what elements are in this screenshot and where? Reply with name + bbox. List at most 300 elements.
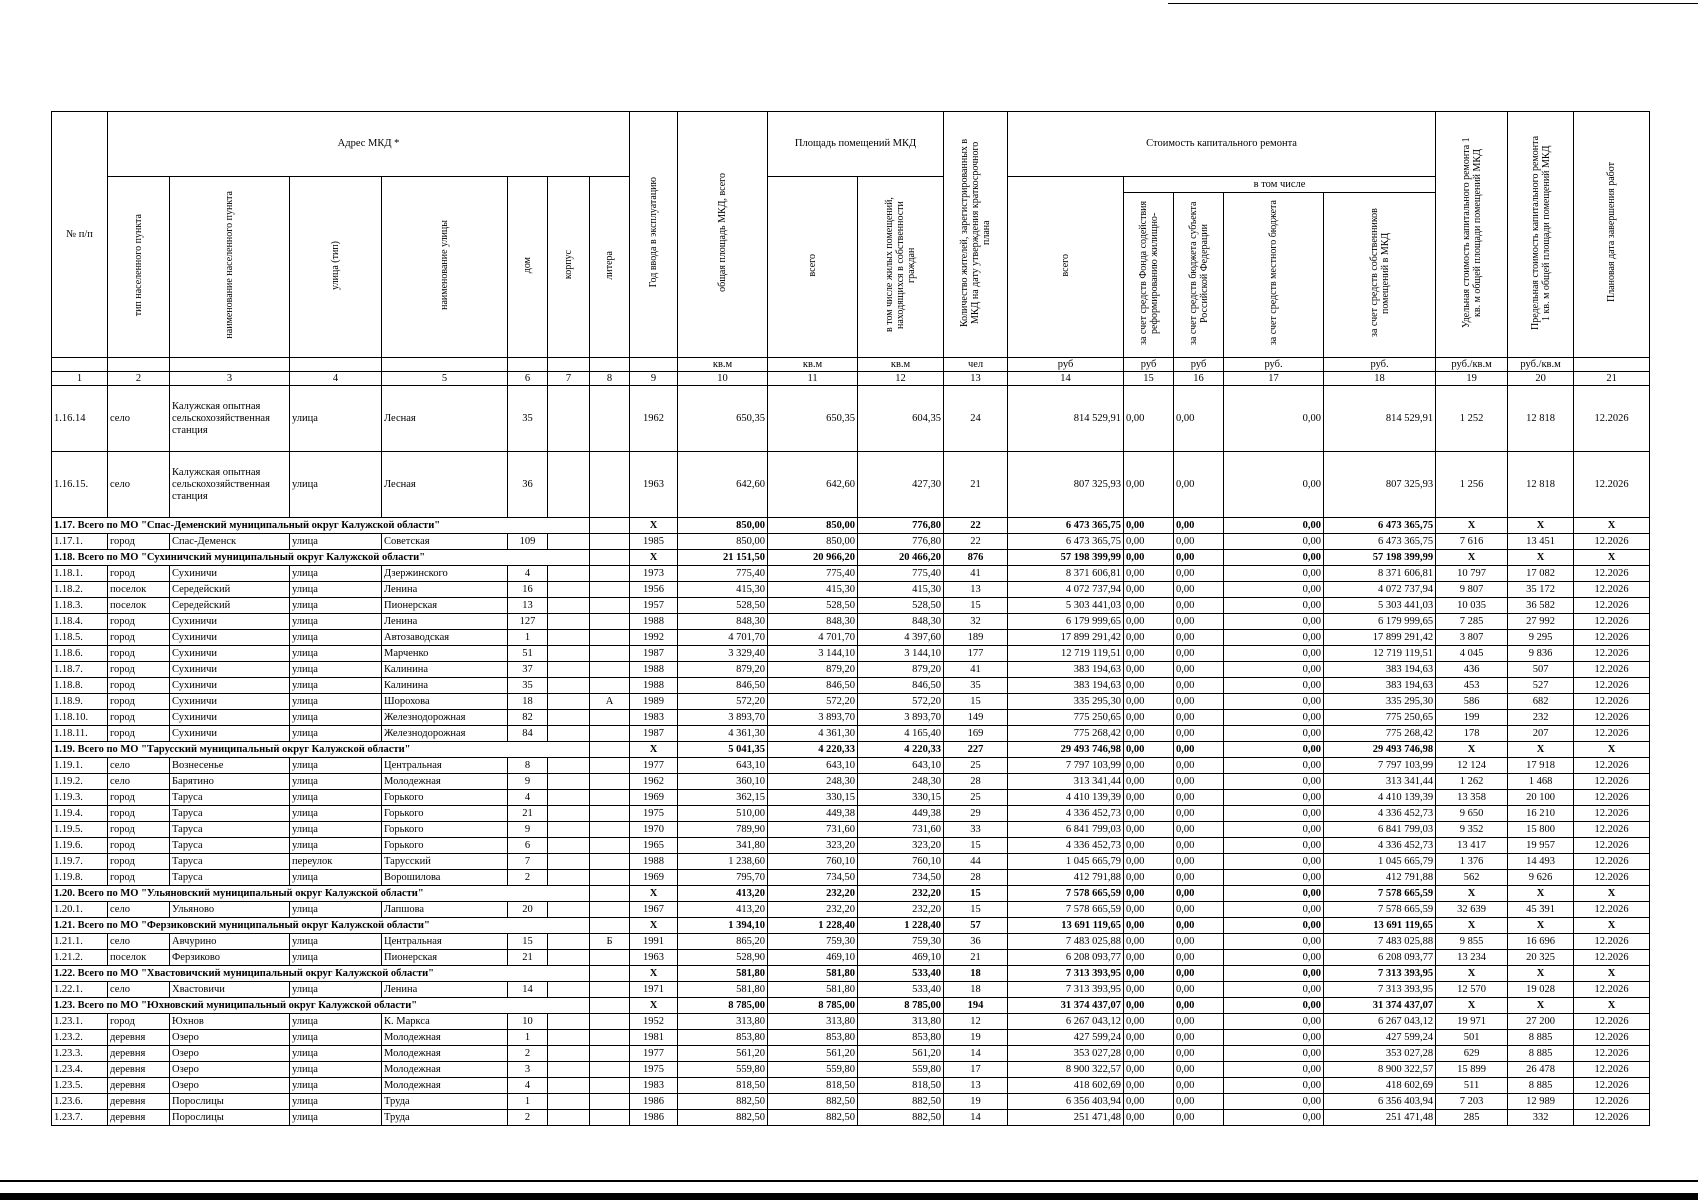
table-cell: 14 493 (1508, 854, 1574, 870)
table-cell: 1987 (630, 726, 678, 742)
table-cell: 0,00 (1174, 1078, 1224, 1094)
table-cell: 6 267 043,12 (1008, 1014, 1124, 1030)
table-cell: Порослицы (170, 1094, 290, 1110)
table-cell: Молодежная (382, 1046, 508, 1062)
table-cell: 13 451 (1508, 534, 1574, 550)
table-cell: 8 (508, 758, 548, 774)
table-cell: 0,00 (1124, 598, 1174, 614)
table-cell: Барятино (170, 774, 290, 790)
table-cell: 4 336 452,73 (1324, 806, 1436, 822)
table-cell: Лесная (382, 386, 508, 452)
total-cell: 0,00 (1174, 886, 1224, 902)
col-area-all-header: всего (768, 177, 858, 358)
total-cell: X (630, 886, 678, 902)
table-cell: 650,35 (768, 386, 858, 452)
table-cell: 0,00 (1174, 678, 1224, 694)
table-cell: 0,00 (1224, 710, 1324, 726)
table-cell: улица (290, 790, 382, 806)
house-row (52, 646, 1650, 662)
unit-cell: руб (1124, 358, 1174, 372)
table-cell (548, 1046, 590, 1062)
total-cell: 581,80 (768, 966, 858, 982)
table-cell: 527 (1508, 678, 1574, 694)
table-cell: 0,00 (1124, 1014, 1174, 1030)
table-cell: Горького (382, 806, 508, 822)
table-cell: деревня (108, 1062, 170, 1078)
table-cell: город (108, 614, 170, 630)
table-cell: 4 336 452,73 (1324, 838, 1436, 854)
table-cell: 323,20 (768, 838, 858, 854)
table-cell: 12.2026 (1574, 1110, 1650, 1126)
house-row (52, 662, 1650, 678)
table-cell (548, 806, 590, 822)
table-cell (548, 1110, 590, 1126)
table-cell: 882,50 (678, 1094, 768, 1110)
table-cell: 9 352 (1436, 822, 1508, 838)
total-cell: X (1436, 998, 1508, 1014)
table-cell: 0,00 (1224, 822, 1324, 838)
house-row (52, 806, 1650, 822)
unit-cell (508, 358, 548, 372)
table-cell: 26 478 (1508, 1062, 1574, 1078)
table-cell: 1 376 (1436, 854, 1508, 870)
table-cell: село (108, 758, 170, 774)
table-cell: улица (290, 582, 382, 598)
total-cell: 581,80 (678, 966, 768, 982)
table-cell: 0,00 (1174, 934, 1224, 950)
total-label: 1.17. Всего по МО "Спас-Деменский муниципальный округ Калужской области" (52, 518, 590, 534)
total-cell: 232,20 (858, 886, 944, 902)
table-cell (548, 1078, 590, 1094)
col-end-date-header: Плановая дата завершения работ (1574, 112, 1650, 358)
col-building-header: корпус (548, 177, 590, 358)
table-cell (548, 534, 590, 550)
table-cell: 18 (944, 982, 1008, 998)
table-cell (548, 630, 590, 646)
table-cell: город (108, 646, 170, 662)
table-cell: 14 (944, 1110, 1008, 1126)
table-cell (590, 1094, 630, 1110)
column-number-cell: 19 (1436, 372, 1508, 386)
table-cell: 789,90 (678, 822, 768, 838)
table-cell: деревня (108, 1110, 170, 1126)
table-cell: 12 818 (1508, 452, 1574, 518)
table-cell: 0,00 (1124, 1030, 1174, 1046)
total-cell: 7 313 393,95 (1324, 966, 1436, 982)
table-cell: 0,00 (1224, 982, 1324, 998)
column-number-cell: 5 (382, 372, 508, 386)
table-cell: 0,00 (1124, 982, 1174, 998)
unit-cell: руб. (1324, 358, 1436, 372)
table-cell: 4 (508, 566, 548, 582)
table-header (52, 112, 1650, 386)
table-cell: 25 (944, 790, 1008, 806)
table-cell: 643,10 (858, 758, 944, 774)
table-cell: 13 234 (1436, 950, 1508, 966)
table-cell: Спас-Деменск (170, 534, 290, 550)
house-row (52, 678, 1650, 694)
table-cell: улица (290, 694, 382, 710)
table-cell: 0,00 (1224, 614, 1324, 630)
table-cell: Калужская опытная сельскохозяйственная станция (170, 452, 290, 518)
table-cell: 1.18.6. (52, 646, 108, 662)
total-cell: 8 785,00 (858, 998, 944, 1014)
table-cell: 5 303 441,03 (1008, 598, 1124, 614)
table-cell: 586 (1436, 694, 1508, 710)
table-cell: 4 397,60 (858, 630, 944, 646)
table-cell: 1.16.14 (52, 386, 108, 452)
table-cell: 776,80 (858, 534, 944, 550)
table-cell: 15 (944, 838, 1008, 854)
table-cell: 10 797 (1436, 566, 1508, 582)
unit-cell (630, 358, 678, 372)
table-cell: 12.2026 (1574, 854, 1650, 870)
table-cell: 1988 (630, 662, 678, 678)
table-cell: 0,00 (1174, 806, 1224, 822)
table-cell: Труда (382, 1110, 508, 1126)
total-cell: 13 691 119,65 (1008, 918, 1124, 934)
table-cell: 4 072 737,94 (1324, 582, 1436, 598)
table-cell: 9 (508, 774, 548, 790)
table-cell: 248,30 (858, 774, 944, 790)
column-number-cell: 10 (678, 372, 768, 386)
column-number-cell: 12 (858, 372, 944, 386)
table-cell: улица (290, 646, 382, 662)
table-cell: 0,00 (1224, 1030, 1324, 1046)
table-cell: 4 410 139,39 (1008, 790, 1124, 806)
table-cell: 362,15 (678, 790, 768, 806)
table-cell: 0,00 (1174, 1046, 1224, 1062)
column-number-cell: 21 (1574, 372, 1650, 386)
table-cell: город (108, 726, 170, 742)
total-cell (590, 742, 630, 758)
table-cell: улица (290, 822, 382, 838)
table-cell (590, 822, 630, 838)
table-cell: 775 250,65 (1324, 710, 1436, 726)
table-cell: 1.19.2. (52, 774, 108, 790)
table-cell: 12.2026 (1574, 982, 1650, 998)
table-cell (590, 1110, 630, 1126)
unit-cell (590, 358, 630, 372)
total-label: 1.18. Всего по МО "Сухиничский муниципальный округ Калужской области" (52, 550, 590, 566)
municipality-total-row (52, 886, 1650, 902)
total-cell: 57 198 399,99 (1008, 550, 1124, 566)
total-cell: X (1508, 918, 1574, 934)
table-cell: 814 529,91 (1324, 386, 1436, 452)
total-cell: 29 493 746,98 (1324, 742, 1436, 758)
table-cell: 0,00 (1124, 386, 1174, 452)
house-row (52, 694, 1650, 710)
table-cell: 1 262 (1436, 774, 1508, 790)
table-cell: 1971 (630, 982, 678, 998)
table-cell: 0,00 (1124, 678, 1174, 694)
table-cell: 17 082 (1508, 566, 1574, 582)
table-cell: 427,30 (858, 452, 944, 518)
table-cell (590, 630, 630, 646)
table-cell: 734,50 (768, 870, 858, 886)
table-cell: 12 (944, 1014, 1008, 1030)
total-cell: X (1436, 518, 1508, 534)
table-cell: 846,50 (858, 678, 944, 694)
table-cell: 12.2026 (1574, 950, 1650, 966)
total-cell: X (1508, 550, 1574, 566)
table-cell: 0,00 (1174, 582, 1224, 598)
table-cell: 6 356 403,94 (1008, 1094, 1124, 1110)
table-cell: 0,00 (1224, 726, 1324, 742)
table-cell: 0,00 (1124, 774, 1174, 790)
table-cell: переулок (290, 854, 382, 870)
table-cell: 4 (508, 1078, 548, 1094)
table-cell: 17 918 (1508, 758, 1574, 774)
table-cell: улица (290, 806, 382, 822)
table-cell: 1.21.1. (52, 934, 108, 950)
total-cell: 4 220,33 (768, 742, 858, 758)
table-cell: 1970 (630, 822, 678, 838)
column-number-cell: 3 (170, 372, 290, 386)
table-cell: 415,30 (678, 582, 768, 598)
table-cell: 4 701,70 (768, 630, 858, 646)
table-cell (548, 790, 590, 806)
table-cell: К. Маркса (382, 1014, 508, 1030)
table-cell: Шорохова (382, 694, 508, 710)
table-cell: улица (290, 452, 382, 518)
column-number-cell: 18 (1324, 372, 1436, 386)
table-cell: 313,80 (858, 1014, 944, 1030)
table-cell (590, 838, 630, 854)
table-cell: Ферзиково (170, 950, 290, 966)
table-cell: Хвастовичи (170, 982, 290, 998)
table-cell: Железнодорожная (382, 726, 508, 742)
table-cell: 1.23.7. (52, 1110, 108, 1126)
table-cell: 0,00 (1124, 806, 1174, 822)
table-cell: Советская (382, 534, 508, 550)
table-cell: 0,00 (1124, 838, 1174, 854)
house-row (52, 1030, 1650, 1046)
table-cell: город (108, 630, 170, 646)
table-cell: 24 (944, 386, 1008, 452)
table-cell: 12.2026 (1574, 710, 1650, 726)
table-cell: 12.2026 (1574, 566, 1650, 582)
house-row (52, 1062, 1650, 1078)
table-cell: 561,20 (768, 1046, 858, 1062)
table-cell: 12.2026 (1574, 774, 1650, 790)
unit-cell: кв.м (678, 358, 768, 372)
table-cell: 12.2026 (1574, 1094, 1650, 1110)
total-cell: 533,40 (858, 966, 944, 982)
house-row (52, 582, 1650, 598)
table-cell: улица (290, 982, 382, 998)
table-cell: 17 899 291,42 (1008, 630, 1124, 646)
table-cell: 1988 (630, 678, 678, 694)
table-cell (590, 726, 630, 742)
total-cell (590, 518, 630, 534)
table-cell: 818,50 (768, 1078, 858, 1094)
table-cell: 650,35 (678, 386, 768, 452)
column-number-cell: 14 (1008, 372, 1124, 386)
unit-cell: кв.м (858, 358, 944, 372)
table-cell: Центральная (382, 934, 508, 950)
table-cell: 109 (508, 534, 548, 550)
table-cell: 853,80 (768, 1030, 858, 1046)
table-cell: 0,00 (1224, 1110, 1324, 1126)
table-cell: город (108, 710, 170, 726)
total-cell: X (1574, 918, 1650, 934)
table-cell: 1988 (630, 854, 678, 870)
table-cell: 562 (1436, 870, 1508, 886)
table-cell (548, 694, 590, 710)
column-numbers-row (52, 372, 1650, 386)
table-cell: 0,00 (1224, 838, 1324, 854)
house-row (52, 790, 1650, 806)
table-cell: 561,20 (858, 1046, 944, 1062)
table-cell: 44 (944, 854, 1008, 870)
table-cell (548, 838, 590, 854)
table-cell: Молодежная (382, 1062, 508, 1078)
total-cell (590, 886, 630, 902)
table-cell: 2 (508, 870, 548, 886)
house-row (52, 566, 1650, 582)
table-cell: 6 208 093,77 (1324, 950, 1436, 966)
table-cell: 360,10 (678, 774, 768, 790)
table-cell: 1969 (630, 870, 678, 886)
table-cell (590, 1078, 630, 1094)
table-cell: 413,20 (678, 902, 768, 918)
house-row (52, 1094, 1650, 1110)
table-cell: город (108, 806, 170, 822)
total-cell: X (1436, 742, 1508, 758)
table-cell: 36 (944, 934, 1008, 950)
table-cell: 0,00 (1124, 710, 1174, 726)
table-cell (548, 870, 590, 886)
total-cell: X (1508, 518, 1574, 534)
table-cell: 199 (1436, 710, 1508, 726)
table-cell: 850,00 (768, 534, 858, 550)
table-cell: 0,00 (1224, 566, 1324, 582)
table-cell: 1 238,60 (678, 854, 768, 870)
table-cell: 0,00 (1224, 934, 1324, 950)
house-row (52, 758, 1650, 774)
table-cell: 807 325,93 (1324, 452, 1436, 518)
table-cell: 0,00 (1224, 1078, 1324, 1094)
table-cell: 36 582 (1508, 598, 1574, 614)
table-cell: 7 578 665,59 (1008, 902, 1124, 918)
table-cell: 415,30 (858, 582, 944, 598)
table-cell: 528,50 (858, 598, 944, 614)
table-cell: 15 (944, 902, 1008, 918)
table-cell (548, 774, 590, 790)
table-cell: 0,00 (1124, 950, 1174, 966)
table-cell: 335 295,30 (1008, 694, 1124, 710)
table-cell: 0,00 (1174, 1062, 1224, 1078)
table-cell: 604,35 (858, 386, 944, 452)
table-cell: 1 (508, 630, 548, 646)
unit-cell: чел (944, 358, 1008, 372)
table-cell: 0,00 (1174, 694, 1224, 710)
table-cell: 1962 (630, 386, 678, 452)
table-cell: 882,50 (678, 1110, 768, 1126)
total-cell: 0,00 (1224, 966, 1324, 982)
total-cell: 8 785,00 (678, 998, 768, 1014)
table-cell: улица (290, 614, 382, 630)
table-cell: 1975 (630, 1062, 678, 1078)
table-cell: 775 268,42 (1008, 726, 1124, 742)
table-cell: 1977 (630, 758, 678, 774)
table-cell: 32 639 (1436, 902, 1508, 918)
table-cell: 4 045 (1436, 646, 1508, 662)
table-cell: 16 (508, 582, 548, 598)
table-cell: 313,80 (768, 1014, 858, 1030)
total-cell: X (1508, 966, 1574, 982)
table-cell: 7 203 (1436, 1094, 1508, 1110)
table-cell: город (108, 662, 170, 678)
table-cell: Железнодорожная (382, 710, 508, 726)
total-label: 1.20. Всего по МО "Ульяновский муниципальный округ Калужской области" (52, 886, 590, 902)
table-cell: 1.23.1. (52, 1014, 108, 1030)
table-cell: 17 899 291,42 (1324, 630, 1436, 646)
table-cell (548, 646, 590, 662)
table-cell: 0,00 (1224, 806, 1324, 822)
table-cell: 4 336 452,73 (1008, 838, 1124, 854)
total-cell: 0,00 (1124, 518, 1174, 534)
table-cell: 12.2026 (1574, 452, 1650, 518)
table-cell: 12.2026 (1574, 902, 1650, 918)
total-cell: 0,00 (1224, 550, 1324, 566)
table-cell: 19 028 (1508, 982, 1574, 998)
table-cell: 12.2026 (1574, 1014, 1650, 1030)
table-cell: 0,00 (1174, 1110, 1224, 1126)
table-cell (590, 870, 630, 886)
table-cell (548, 598, 590, 614)
table-cell: 1.19.1. (52, 758, 108, 774)
table-cell: 1967 (630, 902, 678, 918)
table-cell: 20 100 (1508, 790, 1574, 806)
table-cell (548, 452, 590, 518)
table-cell: Сухиничи (170, 678, 290, 694)
table-cell: 6 841 799,03 (1008, 822, 1124, 838)
total-cell: 232,20 (768, 886, 858, 902)
table-cell: 643,10 (678, 758, 768, 774)
table-cell: 759,30 (768, 934, 858, 950)
table-cell: Озеро (170, 1078, 290, 1094)
table-cell: 1 468 (1508, 774, 1574, 790)
table-cell: 0,00 (1124, 870, 1174, 886)
table-cell: 469,10 (858, 950, 944, 966)
table-cell: 4 701,70 (678, 630, 768, 646)
table-cell: 3 893,70 (768, 710, 858, 726)
table-cell: 1.18.2. (52, 582, 108, 598)
top-edge-line (1168, 3, 1698, 4)
table-cell: 0,00 (1224, 1094, 1324, 1110)
total-cell: X (630, 742, 678, 758)
table-cell: 559,80 (858, 1062, 944, 1078)
table-cell: 1986 (630, 1094, 678, 1110)
total-cell: 0,00 (1174, 998, 1224, 1014)
house-row (52, 1110, 1650, 1126)
table-cell (548, 982, 590, 998)
col-year-header: Год ввода в эксплуатацию (630, 112, 678, 358)
table-cell: улица (290, 774, 382, 790)
table-cell: 759,30 (858, 934, 944, 950)
table-cell: 682 (1508, 694, 1574, 710)
table-cell: 0,00 (1124, 1062, 1174, 1078)
table-cell: 1.18.3. (52, 598, 108, 614)
repair-plan-table (51, 111, 1650, 1126)
col-cost-total-header: всего (1008, 177, 1124, 358)
table-cell: улица (290, 1078, 382, 1094)
table-cell: 6 179 999,65 (1008, 614, 1124, 630)
table-cell: 581,80 (768, 982, 858, 998)
table-cell: 28 (944, 774, 1008, 790)
